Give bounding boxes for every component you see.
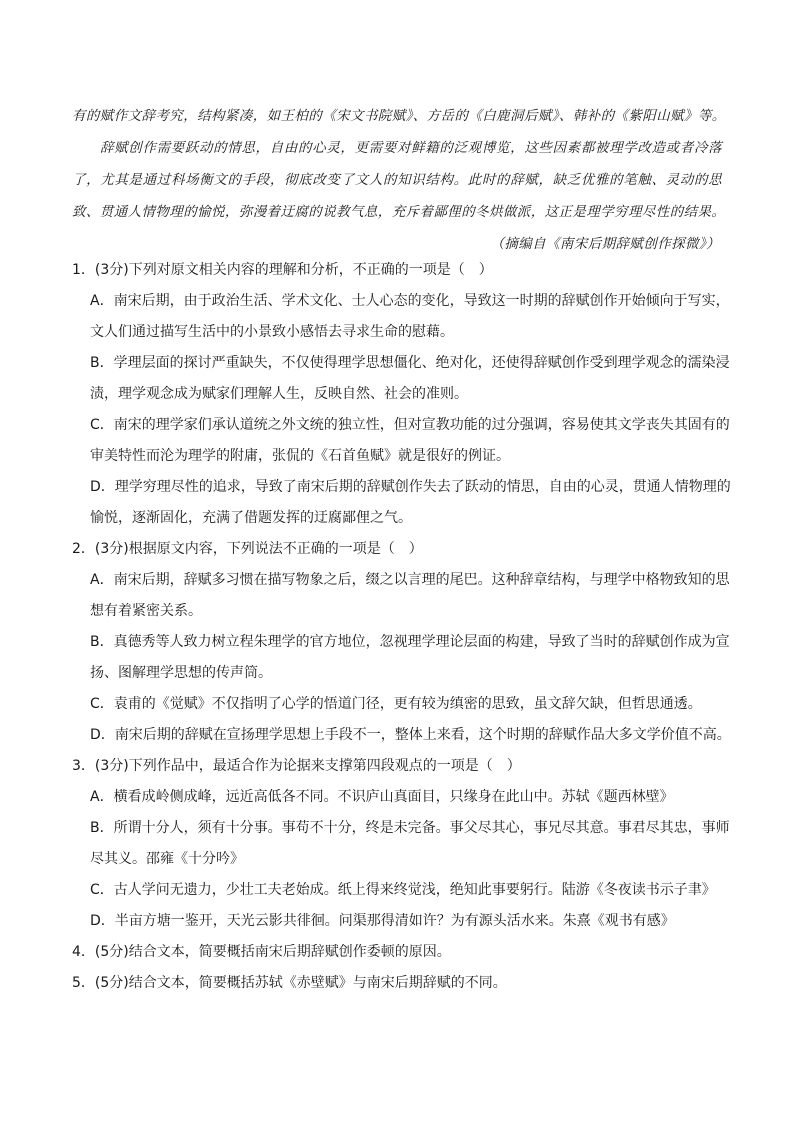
option-text: B．学理层面的探讨严重缺失，不仅使得理学思想僵化、绝对化，还使得辞赋创作受到理学观念的濡染浸渍，理学观念成为赋家们理解人生，反映自然、社会的准则。 xyxy=(90,355,730,402)
option-d xyxy=(72,720,732,751)
option-b xyxy=(72,627,732,689)
option-text: C．古人学问无遗力，少壮工夫老始成。纸上得来终觉浅，绝知此事要躬行。陆游《冬夜读书示子聿》 xyxy=(90,882,716,898)
option-a xyxy=(72,286,732,348)
question-stem: 3．(3分)下列作品中，最适合作为论据来支撑第四段观点的一项是（ ） xyxy=(72,758,521,774)
question-2 xyxy=(72,534,732,751)
passage-source: （摘编自《南宋后期辞赋创作探微》） xyxy=(490,236,720,252)
option-text: B．所谓十分人，须有十分事。事苟不十分，终是未完备。事父尽其心，事兄尽其意。事君尽其忠，事师尽其义。邵雍《十分吟》 xyxy=(90,820,730,867)
question-stem: 4．(5分)结合文本，简要概括南宋后期辞赋创作委顿的原因。 xyxy=(72,944,451,960)
option-a xyxy=(72,565,732,627)
passage-line: 了，尤其是通过科场衡文的手段，彻底改变了文人的知识结构。此时的辞赋，缺乏优雅的笔触、灵动的思 xyxy=(72,172,722,188)
option-a xyxy=(72,782,732,813)
option-text: A．南宋后期，由于政治生活、学术文化、士人心态的变化，导致这一时期的辞赋创作开始倾向于写实，文人们通过描写生活中的小景致小感悟去寻求生命的慰藉。 xyxy=(90,293,730,340)
passage-line: 有的赋作文辞考究，结构紧凑，如王柏的《宋文书院赋》、方岳的《白鹿洞后赋》、韩补的《紫阳山赋》等。 xyxy=(72,108,726,124)
option-text: C．南宋的理学家们承认道统之外文统的独立性，但对宣教功能的过分强调，容易使其文学丧失其固有的审美特性而沦为理学的附庸，张侃的《石首鱼赋》就是很好的例证。 xyxy=(90,417,730,464)
option-text: B．真德秀等人致力树立程朱理学的官方地位，忽视理学理论层面的构建，导致了当时的辞赋创作成为宣扬、图解理学思想的传声筒。 xyxy=(90,634,730,681)
option-text: D．理学穷理尽性的追求，导致了南宋后期的辞赋创作失去了跃动的情思，自由的心灵，贯通人情物理的愉悦，逐渐固化，充满了借题发挥的迂腐鄙俚之气。 xyxy=(90,479,731,526)
question-3 xyxy=(72,751,732,937)
option-d xyxy=(72,906,732,937)
question-1 xyxy=(72,255,732,534)
question-4 xyxy=(72,937,732,968)
option-text: A．横看成岭侧成峰，远近高低各不同。不识庐山真面目，只缘身在此山中。苏轼《题西林壁》 xyxy=(90,789,674,805)
option-b xyxy=(72,348,732,410)
option-text: A．南宋后期，辞赋多习惯在描写物象之后，缀之以言理的尾巴。这种辞章结构，与理学中格物致知的思想有着紧密关系。 xyxy=(90,572,730,619)
option-d xyxy=(72,472,732,534)
passage-line: 辞赋创作需要跃动的情思，自由的心灵，更需要对鲜籍的泛观博览，这些因素都被理学改造或者冷落 xyxy=(100,140,722,156)
question-stem: 1．(3分)下列对原文相关内容的理解和分析，不正确的一项是（ ） xyxy=(72,262,493,278)
question-list xyxy=(72,255,732,999)
reading-passage xyxy=(72,100,726,260)
option-b xyxy=(72,813,732,875)
option-c xyxy=(72,410,732,472)
option-text: C．袁甫的《觉赋》不仅指明了心学的悟道门径，更有较为缜密的思致，虽文辞欠缺，但哲思通透。 xyxy=(90,696,702,712)
option-text: D．南宋后期的辞赋在宣扬理学思想上手段不一，整体上来看，这个时期的辞赋作品大多文学价值不高。 xyxy=(90,727,731,743)
question-5 xyxy=(72,968,732,999)
option-text: D．半亩方塘一鉴开，天光云影共徘徊。问渠那得清如许？为有源头活水来。朱熹《观书有感》 xyxy=(90,913,675,929)
question-stem: 2．(3分)根据原文内容，下列说法不正确的一项是（ ） xyxy=(72,541,423,557)
option-c xyxy=(72,875,732,906)
option-c xyxy=(72,689,732,720)
passage-line: 致、贯通人情物理的愉悦，弥漫着迂腐的说教气息，充斥着鄙俚的冬烘做派，这正是理学穷理尽性的结果。 xyxy=(72,204,726,220)
question-stem: 5．(5分)结合文本，简要概括苏轼《赤壁赋》与南宋后期辞赋的不同。 xyxy=(72,975,507,991)
